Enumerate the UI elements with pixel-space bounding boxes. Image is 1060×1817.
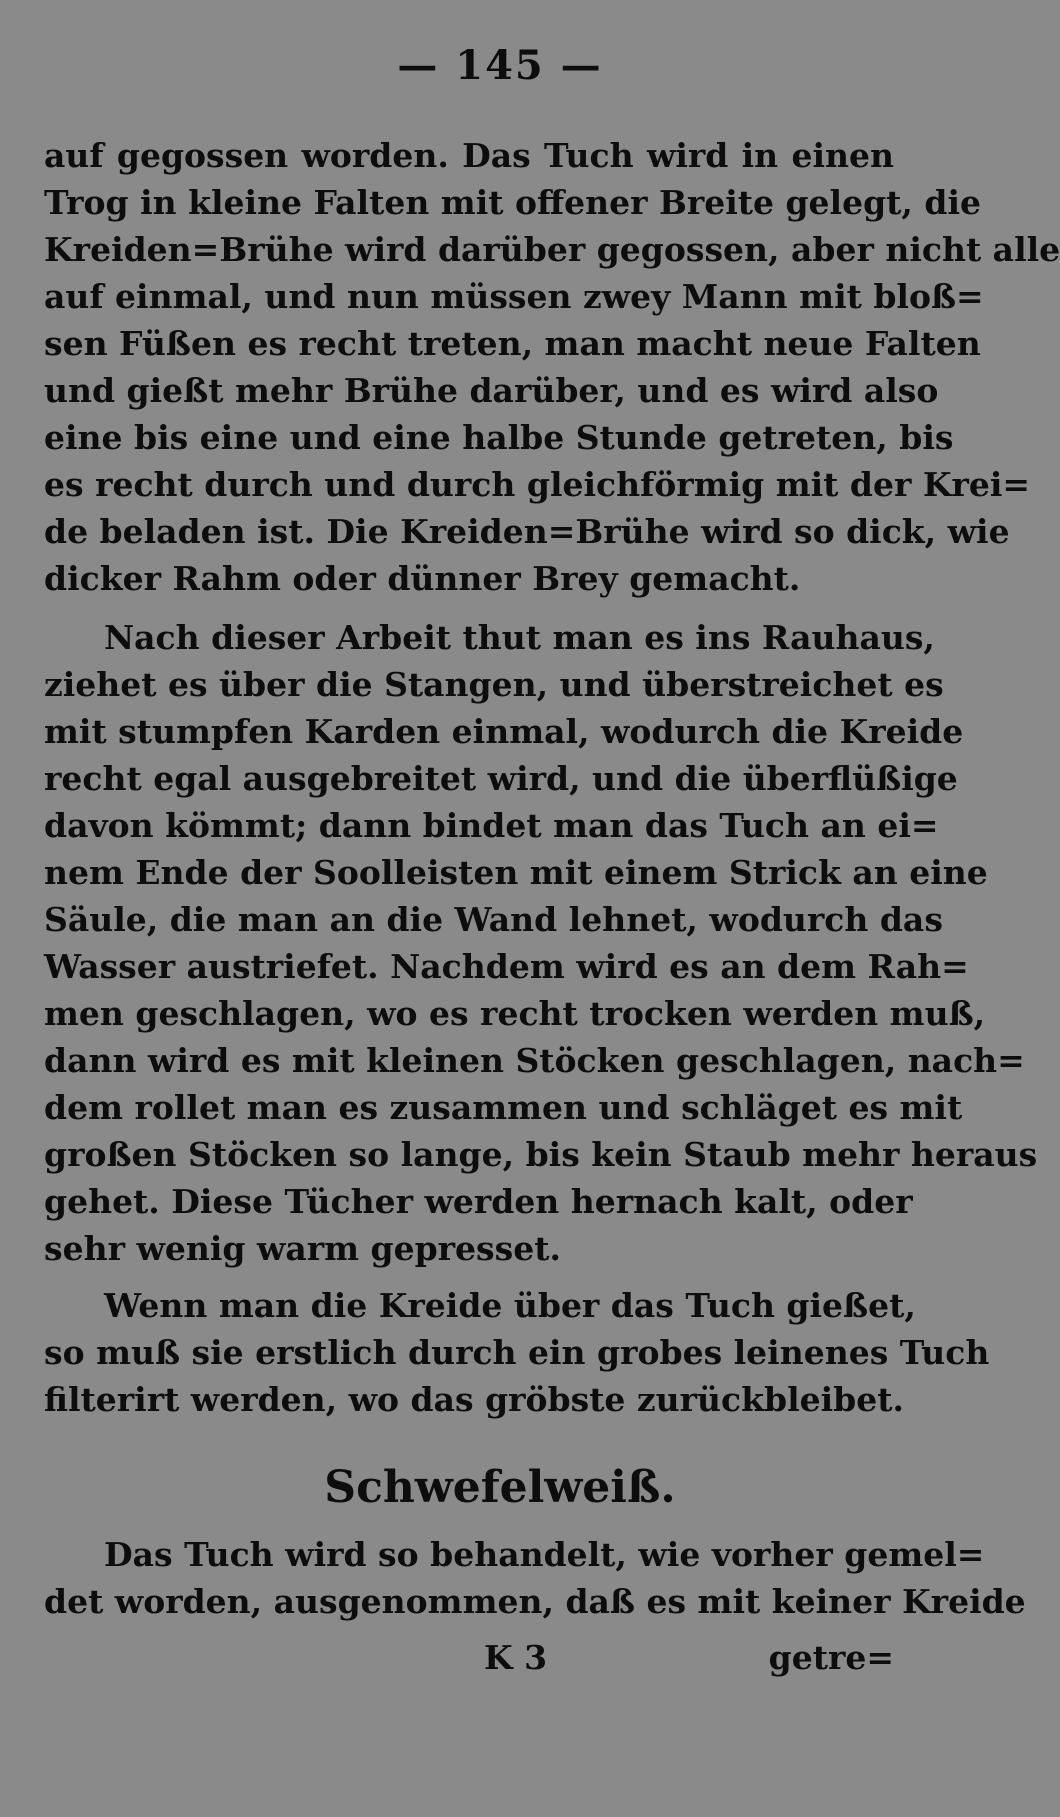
paragraph-1 [44, 132, 1060, 602]
text-line: mit stumpfen Karden einmal, wodurch die Kreide [44, 712, 964, 751]
paragraph-2 [44, 614, 1038, 1272]
text-line: de beladen ist. Die Kreiden=Brühe wird so dick, wie [44, 512, 1010, 551]
text-line: Trog in kleine Falten mit offener Breite gelegt, die [44, 183, 981, 222]
text-line: Kreiden=Brühe wird darüber gegossen, aber nicht alle [44, 230, 1060, 269]
paragraph-3 [44, 1282, 990, 1423]
text-line: großen Stöcken so lange, bis kein Staub mehr heraus [44, 1135, 1038, 1174]
text-line: men geschlagen, wo es recht trocken werden muß, [44, 994, 986, 1033]
text-line: ziehet es über die Stangen, und überstreichet es [44, 665, 944, 704]
text-line: dem rollet man es zusammen und schläget es mit [44, 1088, 963, 1127]
text-line: Wasser austriefet. Nachdem wird es an dem Rah= [44, 947, 969, 986]
text-line: gehet. Diese Tücher werden hernach kalt, oder [44, 1182, 913, 1221]
section-paragraph [44, 1531, 1026, 1625]
text-line: davon kömmt; dann bindet man das Tuch an ei= [44, 806, 939, 845]
text-line: Säule, die man an die Wand lehnet, wodurch das [44, 900, 943, 939]
text-line: auf gegossen worden. Das Tuch wird in einen [44, 136, 894, 175]
signature-mark: K 3 [484, 1638, 548, 1677]
text-line: dicker Rahm oder dünner Brey gemacht. [44, 559, 801, 598]
text-line: und gießt mehr Brühe darüber, und es wird also [44, 371, 939, 410]
text-line: nem Ende der Soolleisten mit einem Strick an eine [44, 853, 988, 892]
text-line: so muß sie erstlich durch ein grobes leinenes Tuch [44, 1333, 990, 1372]
text-line: Wenn man die Kreide über das Tuch gießet, [104, 1286, 916, 1325]
text-line: filterirt werden, wo das gröbste zurückbleibet. [44, 1380, 904, 1419]
text-line: sen Füßen es recht treten, man macht neue Falten [44, 324, 981, 363]
text-line: Nach dieser Arbeit thut man es ins Rauhaus, [104, 618, 935, 657]
text-line: sehr wenig warm gepresset. [44, 1229, 561, 1268]
text-line: auf einmal, und nun müssen zwey Mann mit bloß= [44, 277, 984, 316]
page-footer [44, 1638, 894, 1685]
catchword: getre= [768, 1638, 894, 1677]
page-number: — 145 — [397, 42, 603, 89]
text-line: Das Tuch wird so behandelt, wie vorher gemel= [104, 1535, 985, 1574]
text-line: eine bis eine und eine halbe Stunde getreten, bis [44, 418, 954, 457]
text-line: recht egal ausgebreitet wird, und die überflüßige [44, 759, 958, 798]
text-line: det worden, ausgenommen, daß es mit keiner Kreide [44, 1582, 1026, 1621]
section-heading: Schwefelweiß. [324, 1462, 676, 1513]
text-line: es recht durch und durch gleichförmig mit der Krei= [44, 465, 1031, 504]
text-line: dann wird es mit kleinen Stöcken geschlagen, nach= [44, 1041, 1025, 1080]
